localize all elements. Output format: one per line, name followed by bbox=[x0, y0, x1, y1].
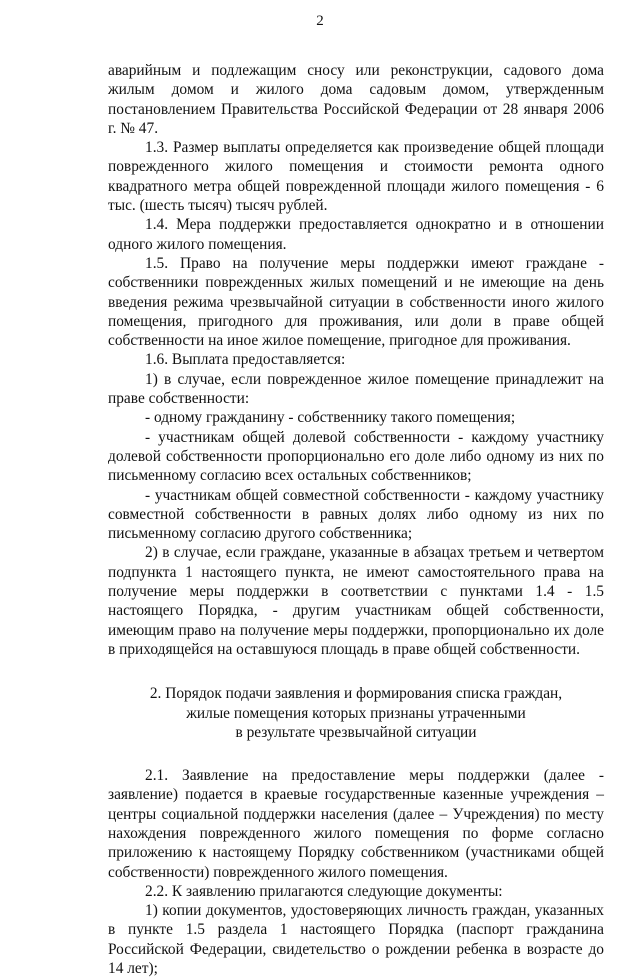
heading-line: 2. Порядок подачи заявления и формирования списка граждан, bbox=[149, 685, 563, 703]
paragraph: - участникам общей совместной собственности - каждому участнику совместной собственности в равных долях либо одному из них по письменному согласию другого собственника; bbox=[108, 486, 604, 543]
document-body bbox=[108, 61, 604, 978]
paragraph: 1.4. Мера поддержки предоставляется однократно и в отношении одного жилого помещения. bbox=[108, 216, 604, 253]
paragraph: 2.2. К заявлению прилагаются следующие документы: bbox=[145, 882, 503, 900]
paragraph: 1.3. Размер выплаты определяется как произведение общей площади поврежденного жилого помещения и стоимости ремонта одного квадратного метра общей поврежденной площади жилого помещения - 6 тыс. (шесть тысяч) тысяч рублей. bbox=[108, 139, 604, 215]
section-2-heading bbox=[108, 684, 604, 742]
paragraph: 1.6. Выплата предоставляется: bbox=[145, 351, 346, 369]
section-2-body bbox=[108, 766, 604, 978]
paragraph: 1) копии документов, удостоверяющих личность граждан, указанных в пункте 1.5 раздела 1 настоящего Порядка (паспорт гражданина Российской Федерации, свидетельство о рождении ребенка в возрасте до 14 лет); bbox=[108, 902, 604, 978]
page-number: 2 bbox=[316, 13, 324, 29]
paragraph: - участникам общей долевой собственности - каждому участнику долевой собственности пропорционально его доле либо одному из них по письменному согласию всех остальных собственников; bbox=[108, 428, 604, 485]
section-1-continuation bbox=[108, 61, 604, 659]
paragraph: 2.1. Заявление на предоставление меры поддержки (далее - заявление) подается в краевые государственные казенные учреждения – центры социальной поддержки населения (далее – Учреждения) по месту нахождения поврежденного жилого помещения по форме согласно приложению к настоящему Порядку собственником (участниками общей собственности) поврежденного жилого помещения. bbox=[108, 767, 604, 881]
paragraph: - одному гражданину - собственнику такого помещения; bbox=[145, 409, 516, 427]
paragraph: аварийным и подлежащим сносу или реконструкции, садового дома жилым домом и жилого дома садовым домом, утвержденным постановлением Правительства Российской Федерации от 28 января 2006 г. № 47. bbox=[108, 62, 604, 137]
paragraph: 2) в случае, если граждане, указанные в абзацах третьем и четвертом подпункта 1 настоящего пункта, не имеют самостоятельного права на получение меры поддержки в соответствии с пунктами 1.4 - 1.5 настоящего Порядка, - другим участникам общей собственности, имеющим право на получение меры поддержки, пропорционально их доле в приходящейся на оставшуюся площадь в праве общей собственности. bbox=[108, 544, 604, 658]
heading-line: в результате чрезвычайной ситуации bbox=[235, 723, 477, 741]
paragraph: 1) в случае, если поврежденное жилое помещение принадлежит на праве собственности: bbox=[108, 370, 604, 408]
paragraph: 1.5. Право на получение меры поддержки имеют граждане - собственники поврежденных жилых помещений и не имеющие на день введения режима чрезвычайной ситуации в собственности иного жилого помещения, пригодного для проживания, или доли в праве общей собственности на иное жилое помещение, пригодное для проживания. bbox=[108, 254, 604, 350]
heading-line: жилые помещения которых признаны утраченными bbox=[186, 704, 526, 722]
